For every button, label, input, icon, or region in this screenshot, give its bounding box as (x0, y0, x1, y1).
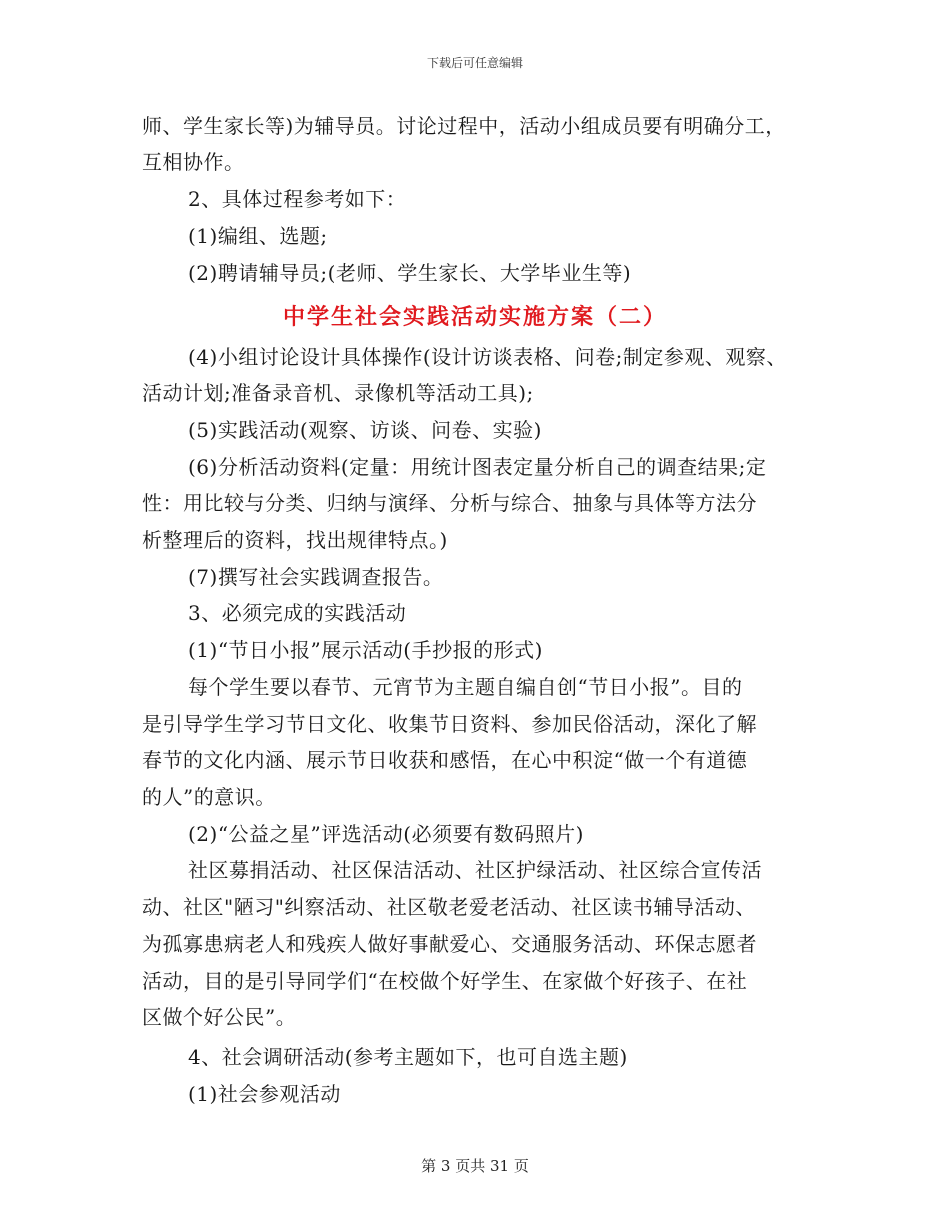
body-line-21: 动、社区"陋习"纠察活动、社区敬老爱老活动、社区读书辅导活动、 (142, 895, 756, 919)
body-line-16: 是引导学生学习节日文化、收集节日资料、参加民俗活动，深化了解 (142, 712, 757, 736)
body-line-19: (2)“公益之星”评选活动(必须要有数码照片) (188, 822, 584, 846)
body-line-17: 春节的文化内涵、展示节日收获和感悟，在心中积淀“做一个有道德 (142, 748, 748, 772)
body-line-4: (1)编组、选题; (188, 224, 328, 248)
body-line-11: 析整理后的资料，找出规律特点。) (142, 528, 448, 552)
page-header: 下载后可任意编辑 (426, 56, 523, 70)
body-line-26: (1)社会参观活动 (188, 1082, 341, 1106)
body-line-20: 社区募捐活动、社区保洁活动、社区护绿活动、社区综合宣传活 (188, 858, 762, 882)
body-line-23: 活动，目的是引导同学们“在校做个好学生、在家做个好孩子、在社 (142, 969, 748, 993)
body-line-12: (7)撰写社会实践调查报告。 (188, 565, 444, 589)
body-line-2: 互相协作。 (142, 150, 245, 174)
body-line-10: 性：用比较与分类、归纳与演绎、分析与综合、抽象与具体等方法分 (142, 491, 757, 515)
body-line-6: (4)小组讨论设计具体操作(设计访谈表格、问卷;制定参观、观察、 (188, 345, 787, 369)
body-line-9: (6)分析活动资料(定量：用统计图表定量分析自己的调查结果;定 (188, 455, 767, 479)
body-line-5: (2)聘请辅导员;(老师、学生家长、大学毕业生等) (188, 261, 632, 285)
body-line-15: 每个学生要以春节、元宵节为主题自编自创“节日小报”。目的 (188, 675, 743, 699)
body-line-24: 区做个好公民”。 (142, 1005, 297, 1029)
body-line-14: (1)“节日小报”展示活动(手抄报的形式) (188, 638, 543, 662)
body-line-3: 2、具体过程参考如下： (188, 187, 407, 211)
body-line-13: 3、必须完成的实践活动 (188, 601, 407, 625)
body-line-22: 为孤寡患病老人和残疾人做好事献爱心、交通服务活动、环保志愿者 (142, 932, 757, 956)
body-line-18: 的人”的意识。 (142, 785, 276, 809)
body-line-7: 活动计划;准备录音机、录像机等活动工具); (142, 381, 534, 405)
body-line-1: 师、学生家长等)为辅导员。讨论过程中，活动小组成员要有明确分工， (142, 114, 786, 138)
section-title: 中学生社会实践活动实施方案（二） (282, 305, 667, 330)
page-footer: 第 3 页共 31 页 (421, 1157, 529, 1175)
body-line-25: 4、社会调研活动(参考主题如下，也可自选主题) (188, 1045, 628, 1069)
body-line-8: (5)实践活动(观察、访谈、问卷、实验) (188, 418, 542, 442)
